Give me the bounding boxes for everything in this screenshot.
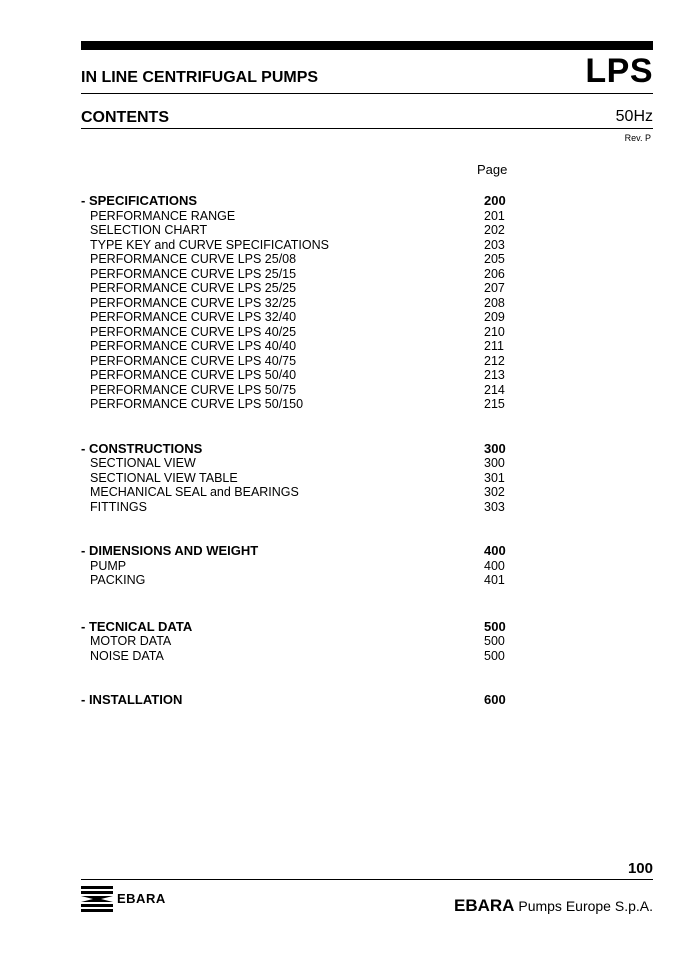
toc-item-title: SELECTION CHART: [90, 223, 208, 237]
toc-item-page: 202: [484, 223, 505, 237]
toc-section: [81, 442, 521, 515]
toc-item-page: 203: [484, 237, 505, 252]
toc-item: [81, 223, 521, 238]
toc-section-title: - SPECIFICATIONS: [81, 193, 198, 208]
toc-item-page: 301: [484, 470, 505, 485]
page-column-header: Page: [477, 162, 508, 177]
toc-item-title: PERFORMANCE CURVE LPS 25/25: [90, 281, 297, 295]
toc-item-title: TYPE KEY and CURVE SPECIFICATIONS: [90, 237, 329, 252]
toc-section-heading: [81, 544, 521, 559]
toc-item: [81, 573, 521, 588]
toc-section-title: - DIMENSIONS AND WEIGHT: [81, 543, 259, 558]
toc-section-title: - INSTALLATION: [81, 692, 183, 707]
toc-item-page: 213: [484, 368, 505, 382]
footer-rule: [81, 879, 653, 880]
toc-item-page: 500: [484, 634, 505, 648]
company-name-rest: Pumps Europe S.p.A.: [514, 898, 653, 914]
toc-section-page: 500: [484, 618, 506, 634]
toc-item-title: PERFORMANCE CURVE LPS 32/40: [90, 310, 297, 324]
toc-item-title: MECHANICAL SEAL and BEARINGS: [90, 485, 299, 499]
toc-section: [81, 194, 521, 412]
toc-item-title: PERFORMANCE CURVE LPS 25/08: [90, 252, 297, 266]
toc-item-page: 211: [484, 339, 504, 353]
document-title: IN LINE CENTRIFUGAL PUMPS: [81, 69, 319, 86]
toc-section-page: 600: [484, 692, 506, 707]
toc-item-page: 205: [484, 252, 505, 266]
toc-item-page: 400: [484, 558, 505, 573]
toc-item-title: PACKING: [90, 573, 146, 587]
toc-item-title: SECTIONAL VIEW TABLE: [90, 470, 238, 485]
toc-item-title: SECTIONAL VIEW: [90, 456, 196, 470]
toc-section: [81, 544, 521, 588]
toc-item: [81, 500, 521, 515]
toc-section: [81, 620, 521, 664]
contents-rule: [81, 128, 653, 129]
toc-item: [81, 354, 521, 369]
toc-item: [81, 649, 521, 664]
logo-wordmark: EBARA: [117, 891, 166, 906]
header-rule: [81, 93, 653, 94]
toc-item-page: 206: [484, 266, 505, 281]
toc-section-heading: [81, 693, 521, 708]
toc-item-title: PERFORMANCE CURVE LPS 50/150: [90, 397, 304, 411]
toc-section-heading: [81, 194, 521, 209]
toc-item-page: 210: [484, 324, 505, 339]
toc-section-page: 200: [484, 193, 506, 208]
toc-item-page: 300: [484, 456, 505, 470]
header-top-bar: [81, 41, 653, 50]
toc-item-page: 500: [484, 648, 505, 663]
toc-item-title: NOISE DATA: [90, 648, 164, 663]
toc-item-title: PERFORMANCE RANGE: [90, 208, 236, 223]
table-of-contents: [81, 194, 521, 708]
toc-item-title: PERFORMANCE CURVE LPS 25/15: [90, 266, 297, 281]
toc-item: [81, 485, 521, 500]
toc-section-page: 300: [484, 440, 506, 456]
toc-item-page: 302: [484, 485, 505, 499]
toc-section-title: - TECNICAL DATA: [81, 618, 193, 634]
toc-item: [81, 252, 521, 267]
toc-item-page: 207: [484, 281, 505, 295]
toc-section-heading: [81, 620, 521, 635]
toc-item-title: FITTINGS: [90, 499, 147, 514]
toc-item-page: 212: [484, 353, 505, 368]
toc-section-page: 400: [484, 543, 506, 558]
product-code: LPS: [585, 52, 653, 90]
toc-item-page: 201: [484, 208, 505, 223]
toc-item-page: 214: [484, 382, 505, 397]
toc-item-page: 208: [484, 295, 505, 310]
toc-item: [81, 296, 521, 311]
toc-item-page: 303: [484, 499, 505, 514]
toc-item-title: PERFORMANCE CURVE LPS 40/75: [90, 353, 297, 368]
toc-item: [81, 281, 521, 296]
toc-item: [81, 310, 521, 325]
frequency-label: 50Hz: [615, 108, 653, 125]
company-name: [454, 896, 653, 916]
toc-item: [81, 634, 521, 649]
toc-item: [81, 559, 521, 574]
revision-label: Rev. P: [624, 133, 651, 143]
toc-item: [81, 397, 521, 412]
toc-item-page: 215: [484, 397, 505, 411]
toc-section-heading: [81, 442, 521, 457]
contents-heading: CONTENTS: [81, 109, 169, 126]
toc-item-title: PUMP: [90, 558, 127, 573]
company-brand: EBARA: [454, 896, 515, 915]
toc-item-title: PERFORMANCE CURVE LPS 50/40: [90, 368, 297, 382]
toc-item-page: 209: [484, 310, 505, 324]
toc-item: [81, 339, 521, 354]
toc-item-title: PERFORMANCE CURVE LPS 40/40: [90, 339, 297, 353]
toc-item: [81, 471, 521, 486]
toc-item: [81, 267, 521, 282]
toc-item: [81, 383, 521, 398]
toc-item: [81, 209, 521, 224]
toc-item-title: PERFORMANCE CURVE LPS 50/75: [90, 382, 297, 397]
toc-item: [81, 368, 521, 383]
toc-item-page: 401: [484, 573, 505, 587]
toc-section-title: - CONSTRUCTIONS: [81, 440, 203, 456]
toc-item: [81, 325, 521, 340]
toc-item-title: PERFORMANCE CURVE LPS 40/25: [90, 324, 297, 339]
toc-item: [81, 238, 521, 253]
toc-item-title: MOTOR DATA: [90, 634, 172, 648]
toc-item-title: PERFORMANCE CURVE LPS 32/25: [90, 295, 297, 310]
toc-section: [81, 693, 521, 708]
page-number: 100: [627, 860, 653, 877]
toc-item: [81, 456, 521, 471]
